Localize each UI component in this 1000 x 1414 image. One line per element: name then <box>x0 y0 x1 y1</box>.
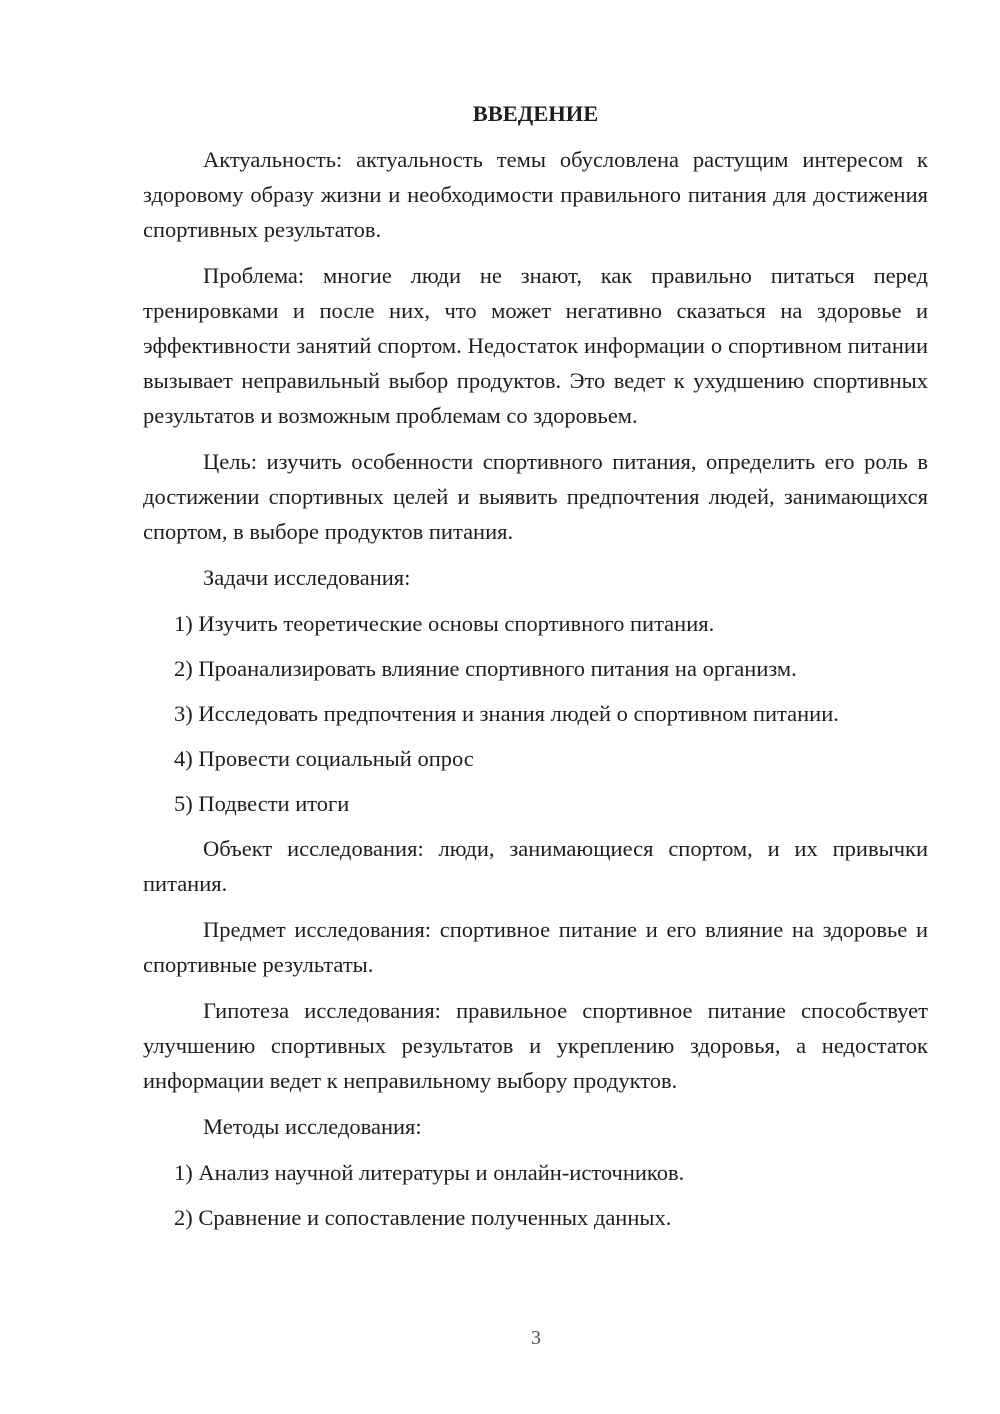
task-item: 1) Изучить теоретические основы спортивного питания. <box>174 611 715 636</box>
method-item: 1) Анализ научной литературы и онлайн-источников. <box>174 1160 685 1185</box>
page-number: 3 <box>531 1327 541 1349</box>
object-paragraph: Объект исследования: люди, занимающиеся спортом, и их привычки питания. <box>143 836 928 896</box>
task-item: 3) Исследовать предпочтения и знания людей о спортивном питании. <box>174 701 839 726</box>
section-title: ВВЕДЕНИЕ <box>472 101 599 126</box>
subject-paragraph: Предмет исследования: спортивное питание и его влияние на здоровье и спортивные результаты. <box>143 917 928 977</box>
task-item: 4) Провести социальный опрос <box>174 746 474 771</box>
method-item: 2) Сравнение и сопоставление полученных данных. <box>174 1205 672 1230</box>
relevance-paragraph: Актуальность: актуальность темы обусловлена растущим интересом к здоровому образу жизни и необходимости правильного питания для достижения спортивных результатов. <box>143 147 928 242</box>
methods-list <box>143 1155 928 1235</box>
page-content <box>143 96 928 1245</box>
task-item: 5) Подвести итоги <box>174 791 350 816</box>
task-item: 2) Проанализировать влияние спортивного питания на организм. <box>174 656 797 681</box>
tasks-heading: Задачи исследования: <box>203 565 411 590</box>
methods-heading: Методы исследования: <box>203 1114 422 1139</box>
hypothesis-paragraph: Гипотеза исследования: правильное спортивное питание способствует улучшению спортивных результатов и укреплению здоровья, а недостаток информации ведет к неправильному выбору продуктов. <box>143 998 928 1093</box>
goal-paragraph: Цель: изучить особенности спортивного питания, определить его роль в достижении спортивных целей и выявить предпочтения людей, занимающихся спортом, в выборе продуктов питания. <box>143 449 928 544</box>
tasks-list <box>143 606 928 821</box>
problem-paragraph: Проблема: многие люди не знают, как правильно питаться перед тренировками и после них, что может негативно сказаться на здоровье и эффективности занятий спортом. Недостаток информации о спортивном питании вызывает неправильный выбор продуктов. Это ведет к ухудшению спортивных результатов и возможным проблемам со здоровьем. <box>143 263 928 428</box>
